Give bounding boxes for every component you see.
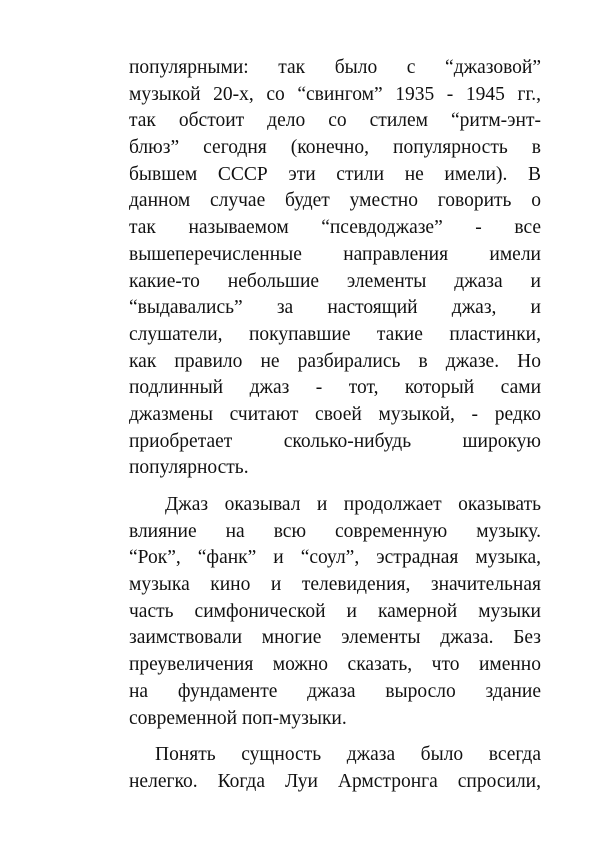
paragraph-gap bbox=[129, 732, 541, 742]
text-line: популярными: так было с “джазовой” bbox=[129, 57, 541, 78]
paragraph-2 bbox=[129, 492, 541, 732]
paragraph-3 bbox=[129, 742, 541, 795]
text-line: музыка кино и телевидения, значительная bbox=[129, 574, 541, 596]
text-line: современной поп-музыки. bbox=[129, 707, 347, 729]
text-line: какие-то небольшие элементы джаза и bbox=[129, 270, 541, 292]
text-line: так называемом “псевдоджазе” - все bbox=[129, 217, 541, 239]
paragraph-1 bbox=[129, 55, 541, 482]
text-line: популярность. bbox=[129, 457, 249, 479]
text-line: на фундаменте джаза выросло здание bbox=[129, 680, 541, 702]
text-line: бывшем СССР эти стили не имели). В bbox=[129, 163, 541, 185]
text-line: вышеперечисленные направления имели bbox=[129, 243, 541, 265]
text-line: “выдавались” за настоящий джаз, и bbox=[129, 297, 541, 319]
text-line: Джаз оказывал и продолжает оказывать bbox=[165, 494, 541, 515]
text-line: влияние на всю современную музыку. bbox=[129, 520, 541, 542]
text-line: так обстоит дело со стилем “ритм-энт- bbox=[129, 110, 541, 132]
text-line: как правило не разбирались в джазе. Но bbox=[129, 350, 541, 372]
text-line: блюз” сегодня (конечно, популярность в bbox=[129, 137, 541, 159]
text-line: преувеличения можно сказать, что именно bbox=[129, 654, 541, 676]
text-line: данном случае будет уместно говорить о bbox=[129, 190, 541, 212]
paragraph-gap bbox=[129, 482, 541, 492]
text-line: нелегко. Когда Луи Армстронга спросили, bbox=[129, 770, 541, 792]
text-line: заимствовали многие элементы джаза. Без bbox=[129, 627, 541, 649]
text-line: часть симфонической и камерной музыки bbox=[129, 600, 541, 622]
text-line: слушатели, покупавшие такие пластинки, bbox=[129, 323, 541, 345]
text-line: “Рок”, “фанк” и “соул”, эстрадная музыка, bbox=[129, 547, 541, 569]
text-line: джазмены считают своей музыкой, - редко bbox=[129, 403, 541, 425]
text-line: Понять сущность джаза было всегда bbox=[155, 744, 541, 766]
text-block bbox=[129, 55, 541, 796]
text-line: музыкой 20-х, со “свингом” 1935 - 1945 гг., bbox=[129, 83, 541, 105]
text-line: приобретает сколько-нибудь широкую bbox=[129, 430, 541, 452]
text-line: подлинный джаз - тот, который сами bbox=[129, 377, 541, 399]
